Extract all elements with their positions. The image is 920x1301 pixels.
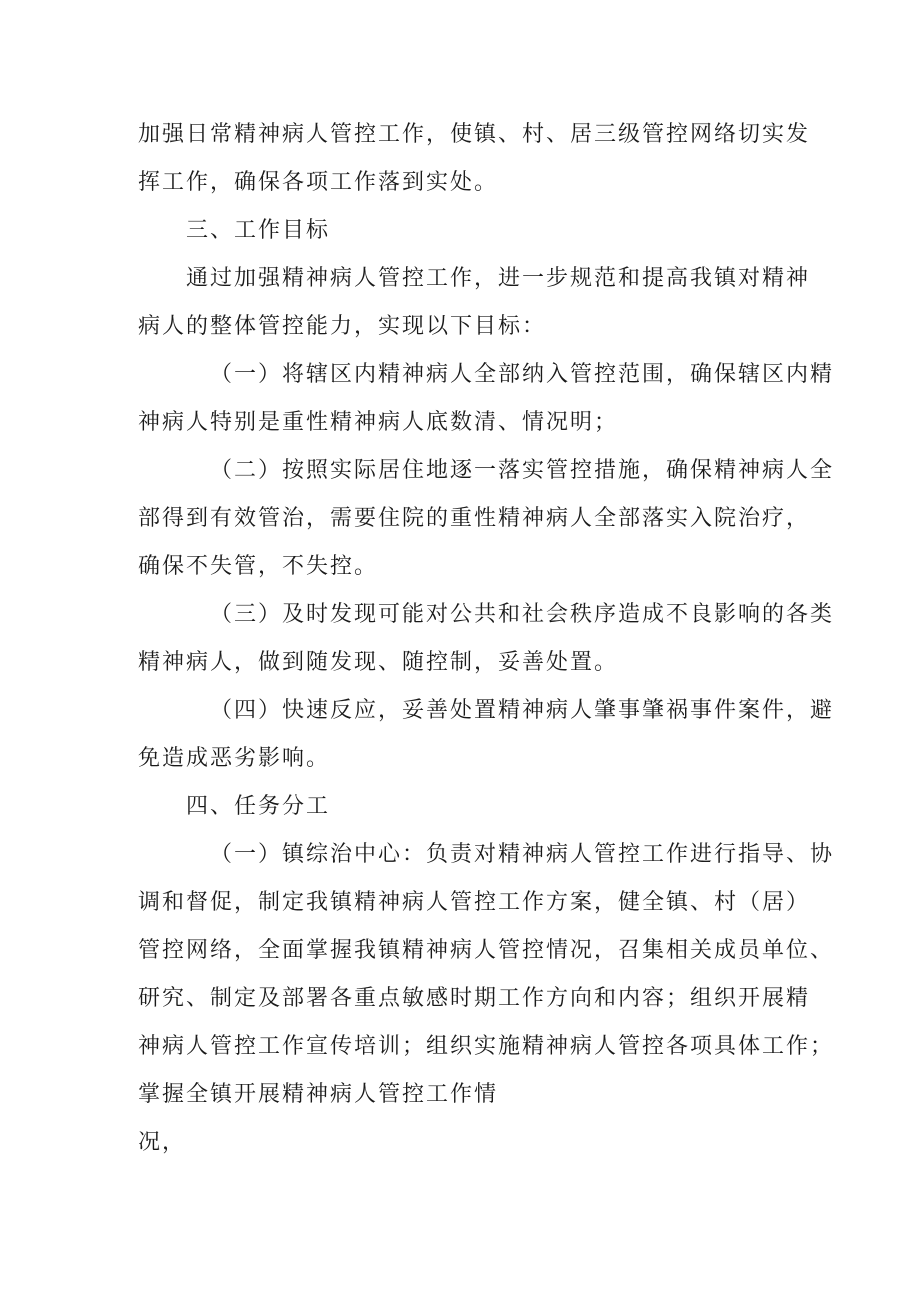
list-item-line: （二）按照实际居住地逐一落实管控措施，确保精神病人全 [210,458,835,483]
list-item-line: 况， [138,1130,187,1155]
paragraph-line: 通过加强精神病人管控工作，进一步规范和提高我镇对精神 [186,266,811,291]
list-item-line: 研究、制定及部署各重点敏感时期工作方向和内容；组织开展精 [138,986,811,1011]
list-item-line: （一）将辖区内精神病人全部纳入管控范围，确保辖区内精 [210,362,835,387]
list-item-line: 神病人特别是重性精神病人底数清、情况明； [138,410,619,435]
paragraph-line: 加强日常精神病人管控工作，使镇、村、居三级管控网络切实发 [138,122,811,147]
list-item-line: 免造成恶劣影响。 [138,746,331,771]
paragraph-line: 挥工作，确保各项工作落到实处。 [138,170,499,195]
section-heading: 四、任务分工 [186,794,331,819]
list-item-line: （四）快速反应，妥善处置精神病人肇事肇祸事件案件，避 [210,698,835,723]
document-body [138,111,835,1167]
list-item-line: 精神病人，做到随发现、随控制，妥善处置。 [138,650,619,675]
list-item-line: 部得到有效管治，需要住院的重性精神病人全部落实入院治疗， [138,506,811,531]
list-item-line: 确保不失管，不失控。 [138,554,379,579]
list-item-line: 管控网络，全面掌握我镇精神病人管控情况，召集相关成员单位、 [138,938,835,963]
section-heading: 三、工作目标 [186,218,331,243]
list-item-line: 神病人管控工作宣传培训；组织实施精神病人管控各项具体工作； [138,1034,835,1059]
list-item-line: （三）及时发现可能对公共和社会秩序造成不良影响的各类 [210,602,835,627]
list-item-line: 掌握全镇开展精神病人管控工作情 [138,1082,499,1107]
list-item-line: 调和督促，制定我镇精神病人管控工作方案，健全镇、村（居） [138,890,811,915]
list-item-line: （一）镇综治中心：负责对精神病人管控工作进行指导、协 [210,842,835,867]
paragraph-line: 病人的整体管控能力，实现以下目标： [138,314,547,339]
